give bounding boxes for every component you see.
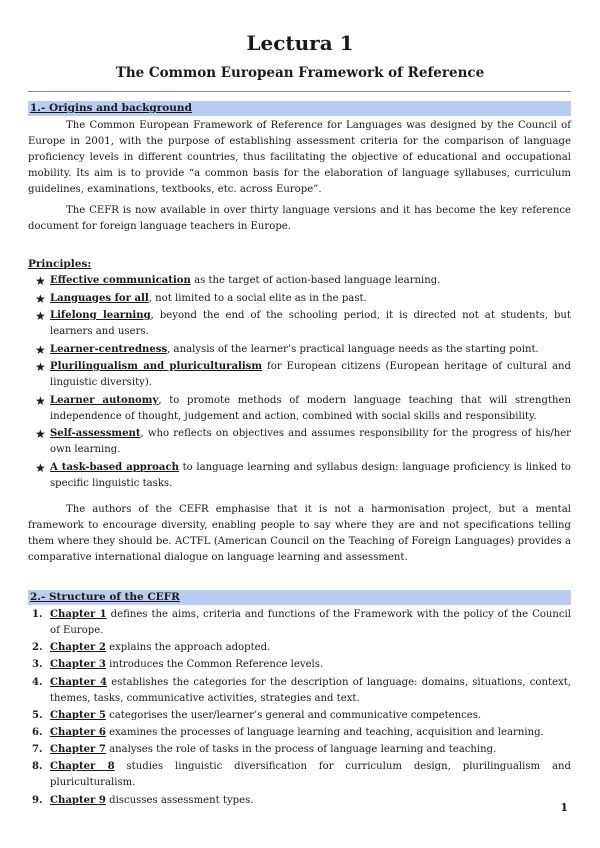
section-heading-origins: 1.- Origins and background — [28, 101, 571, 116]
page-title: Lectura 1 — [246, 31, 354, 55]
chapter-term: Chapter 2 — [50, 642, 106, 654]
principle-item — [35, 426, 571, 458]
chapter-text: analyses the role of tasks in the process of language learning and teaching. — [105, 744, 497, 756]
principle-text: , not limited to a social elite as in the past. — [148, 292, 367, 304]
principle-term: Lifelong learning — [50, 310, 151, 321]
chapter-term: Chapter 9 — [50, 794, 106, 806]
principle-term: Effective communication — [50, 275, 191, 286]
star-icon: ★ — [35, 274, 46, 288]
chapter-number: 3. — [32, 659, 43, 671]
principle-text: as the target of action-based language learning. — [190, 275, 441, 286]
chapter-term: Chapter 6 — [50, 726, 106, 738]
star-icon: ★ — [35, 309, 46, 323]
chapter-number: 7. — [32, 744, 43, 756]
chapters-list — [32, 607, 571, 810]
chapter-text: studies linguistic diversification for curriculum design, plurilingualism and pluriculturalism. — [50, 761, 571, 789]
chapter-number: 6. — [32, 726, 43, 738]
principle-term: Languages for all — [50, 292, 149, 304]
origins-paragraph-1: The Common European Framework of Reference for Languages was designed by the Council of Europe in 2001, with the purpose of establishing assessment criteria for the comparison of language proficiency levels in different countries, thus facilitating the objective of educational and occupational mobility. Its aim is to provide “a common basis for the elaboration of language syllabuses, curriculum guidelines, examinations, textbooks, etc. across Europe”. — [28, 120, 571, 195]
principle-text: , beyond the end of the schooling period, it is directed not at students, but learners and users. — [50, 310, 571, 337]
principle-text: for European citizens (European heritage of cultural and linguistic diversity). — [50, 361, 572, 388]
star-icon: ★ — [35, 427, 46, 441]
origins-paragraph-2: The CEFR is now available in over thirty language versions and it has become the key reference document for foreign language teachers in Europe. — [28, 205, 571, 232]
chapter-text: discusses assessment types. — [105, 794, 254, 806]
chapter-text: explains the approach adopted. — [105, 642, 271, 654]
principle-text: , analysis of the learner’s practical language needs as the starting point. — [167, 343, 539, 355]
principles-heading: Principles: — [28, 258, 92, 270]
chapter-number: 4. — [32, 676, 43, 688]
star-icon: ★ — [35, 342, 46, 357]
chapter-item — [32, 708, 571, 724]
principle-term: Learner autonomy — [50, 394, 159, 406]
title-divider — [28, 91, 571, 92]
chapter-item — [32, 607, 571, 639]
principle-text: , who reflects on objectives and assumes responsibility for the progress of his/her own learning. — [50, 428, 571, 455]
chapter-text: examines the processes of language learning and teaching, acquisition and learning. — [105, 726, 544, 738]
chapter-number: 5. — [32, 709, 43, 721]
chapter-item — [32, 657, 571, 673]
chapter-term: Chapter 4 — [50, 676, 107, 688]
chapter-item — [32, 793, 571, 809]
star-icon: ★ — [35, 360, 46, 374]
principle-text: to language learning and syllabus design: language proficiency is linked to specific linguistic tasks. — [50, 461, 572, 489]
chapter-term: Chapter 8 — [50, 761, 115, 773]
principle-item — [35, 291, 571, 307]
page-subtitle: The Common European Framework of Reference — [115, 65, 485, 81]
chapter-item — [32, 759, 571, 791]
closing-paragraph: The authors of the CEFR emphasise that it is not a harmonisation project, but a mental framework to encourage diversity, enabling people to say where they are and not specifications telling them where they should be. ACTFL (American Council on the Teaching of Foreign Languages) provides a comparative international dialogue on language learning and assessment. — [28, 504, 571, 563]
principle-term: Plurilingualism and pluriculturalism — [50, 361, 263, 372]
principle-item — [35, 273, 571, 289]
principles-list — [35, 273, 571, 493]
principle-item — [35, 393, 571, 425]
star-icon: ★ — [35, 460, 46, 475]
section-heading-structure: 2.- Structure of the CEFR — [28, 590, 571, 605]
principle-item — [35, 460, 571, 492]
principle-text: , to promote methods of modern language teaching that will strengthen independence of thought, judgement and action, combined with social skills and responsibility. — [50, 394, 571, 422]
chapter-term: Chapter 5 — [50, 709, 106, 721]
chapter-number: 9. — [32, 794, 43, 806]
chapter-number: 1. — [32, 609, 43, 620]
chapter-text: introduces the Common Reference levels. — [105, 659, 324, 671]
chapter-number: 8. — [32, 761, 43, 773]
principle-term: Self-assessment — [50, 428, 141, 439]
principle-item — [35, 342, 571, 358]
star-icon: ★ — [35, 291, 46, 306]
chapter-term: Chapter 1 — [50, 609, 107, 620]
chapter-item — [32, 640, 571, 656]
chapter-item — [32, 675, 571, 707]
chapter-number: 2. — [32, 642, 43, 654]
chapter-term: Chapter 3 — [50, 659, 106, 671]
principle-term: A task-based approach — [50, 461, 179, 473]
chapter-item — [32, 725, 571, 741]
chapter-item — [32, 742, 571, 758]
page-number: 1 — [560, 801, 568, 814]
principle-item — [35, 359, 571, 391]
principle-term: Learner-centredness — [50, 343, 168, 355]
chapter-text: establishes the categories for the description of language: domains, situations, context, themes, tasks, communicative activities, strategies and text. — [50, 676, 571, 704]
principle-item — [35, 308, 571, 340]
chapter-text: categorises the user/learner’s general and communicative competences. — [105, 709, 482, 721]
chapter-text: defines the aims, criteria and functions of the Framework with the policy of the Council of Europe. — [50, 609, 572, 636]
star-icon: ★ — [35, 393, 46, 408]
chapter-term: Chapter 7 — [50, 744, 106, 756]
